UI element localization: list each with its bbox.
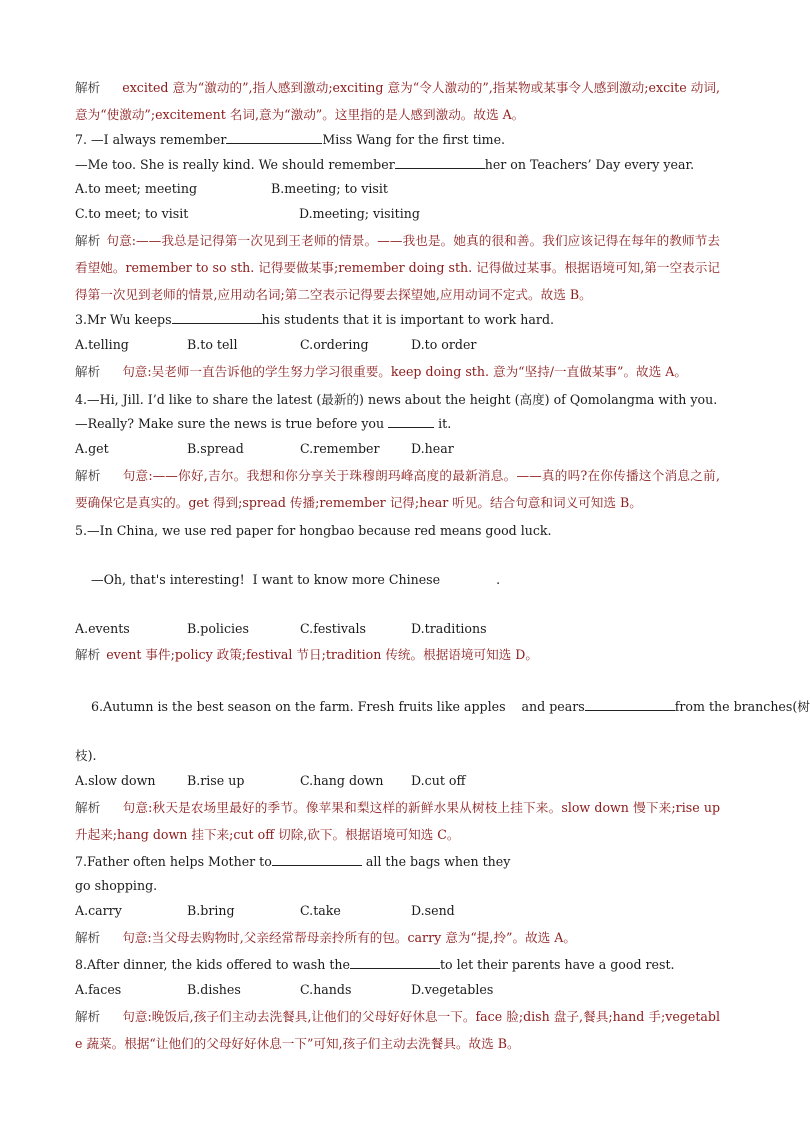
question-text: all the bags when they <box>361 853 511 869</box>
answer-blank[interactable] <box>226 130 322 144</box>
question-text: 4.—Hi, Jill. I’d like to share the latest (最新的) news about the height (高度) of Qomolangma with you. <box>75 391 718 407</box>
question-text: from the branches(树 <box>674 698 810 714</box>
explanation-q6 <box>75 794 720 848</box>
explanation-text: event 事件;policy 政策;festival 节日;tradition 传统。根据语境可知选 D。 <box>106 647 538 663</box>
option-a[interactable]: A.events <box>75 621 130 637</box>
question-text: his students that it is important to work hard. <box>261 312 555 328</box>
question-text: go shopping. <box>75 878 158 894</box>
question-text: 6.Autumn is the best season on the farm. Fresh fruits like apples and pears <box>91 698 585 714</box>
explanation-q7a <box>75 227 720 308</box>
answer-blank[interactable] <box>585 697 675 711</box>
option-b[interactable]: B.bring <box>187 902 235 918</box>
option-a[interactable]: A.get <box>75 440 109 456</box>
options-q6 <box>75 769 720 794</box>
explanation-q4 <box>75 462 720 516</box>
question-text: 8.After dinner, the kids offered to wash the <box>75 956 350 972</box>
explanation-tag: 解析 <box>75 363 101 379</box>
options-q5 <box>75 617 720 642</box>
question-text: Miss Wang for the first time. <box>322 132 506 147</box>
question-7a-line2 <box>75 153 720 178</box>
option-c[interactable]: C.hands <box>300 981 352 997</box>
question-text: —Oh, that's interesting! I want to know more Chinese . <box>91 572 501 588</box>
options-q7a-row2 <box>75 202 720 227</box>
question-text: it. <box>438 416 452 432</box>
answer-blank[interactable] <box>350 955 440 969</box>
explanation-tag: 解析 <box>75 467 101 483</box>
option-b[interactable]: B.to tell <box>187 336 238 352</box>
options-q7a <box>75 177 720 202</box>
question-3-line1 <box>75 308 720 333</box>
question-text: 3.Mr Wu keeps <box>75 312 172 328</box>
explanation-q7b <box>75 924 720 951</box>
question-6-line1 <box>75 670 810 744</box>
option-c[interactable]: C.to meet; to visit <box>75 206 189 222</box>
question-6-line2 <box>75 744 720 769</box>
options-q3 <box>75 333 720 358</box>
explanation-text: 句意:晚饭后,孩子们主动去洗餐具,让他们的父母好好休息一下。face 脸;dish 盘子,餐具;hand 手;vegetable 蔬菜。根据“让他们的父母好好休息一下”可知,孩子们主动去洗餐具。故选 B。 <box>75 1008 721 1051</box>
explanation-tag: 解析 <box>75 799 101 815</box>
option-a[interactable]: A.slow down <box>75 772 156 788</box>
answer-blank[interactable] <box>172 310 262 324</box>
explanation-q3 <box>75 358 720 385</box>
option-d[interactable]: D.cut off <box>411 772 466 788</box>
question-text: 7. —I always remember <box>75 132 227 147</box>
option-b[interactable]: B.rise up <box>187 772 245 788</box>
options-q7b <box>75 899 720 924</box>
option-a[interactable]: A.telling <box>75 336 129 352</box>
explanation-q0 <box>75 74 720 128</box>
option-a[interactable]: A.to meet; meeting <box>75 181 198 197</box>
question-7a-line1 <box>75 128 720 153</box>
question-text: —Me too. She is really kind. We should remember <box>75 156 395 172</box>
question-text: to let their parents have a good rest. <box>439 956 675 972</box>
explanation-text: 句意:——我总是记得第一次见到王老师的情景。——我也是。她真的很和善。我们应该记得在每年的教师节去看望她。remember to so sth. 记得要做某事;remember doing sth. 记得做过某事。根据语境可知,第一空表示记得第一次见到老师的情景,应用动名词;第二空表示记得要去探望她,应用动词不定式。故选 B。 <box>75 233 720 303</box>
option-c[interactable]: C.take <box>300 902 341 918</box>
option-a[interactable]: A.carry <box>75 902 122 918</box>
question-text: —Really? Make sure the news is true before you <box>75 416 385 432</box>
option-d[interactable]: D.vegetables <box>411 981 494 997</box>
option-b[interactable]: B.spread <box>187 440 244 456</box>
option-b[interactable]: B.policies <box>187 621 249 637</box>
explanation-tag: 解析 <box>75 647 101 663</box>
explanation-text: excited 意为“激动的”,指人感到激动;exciting 意为“令人激动的”,指某物或某事令人感到激动;excite 动词,意为“使激动”;excitement 名词,意为“激动”。这里指的是人感到激动。故选 A。 <box>75 80 720 122</box>
question-text: 枝). <box>75 748 97 764</box>
option-d[interactable]: D.send <box>411 902 455 918</box>
explanation-q5 <box>75 642 720 667</box>
option-d[interactable]: D.meeting; visiting <box>299 206 420 222</box>
option-c[interactable]: C.ordering <box>300 336 369 352</box>
answer-blank[interactable] <box>395 155 485 169</box>
explanation-text: 句意:秋天是农场里最好的季节。像苹果和梨这样的新鲜水果从树枝上挂下来。slow down 慢下来;rise up 升起来;hang down 挂下来;cut off 切除,砍下。根据语境可知选 C。 <box>75 799 720 842</box>
option-c[interactable]: C.hang down <box>300 772 384 788</box>
explanation-text: 句意:吴老师一直告诉他的学生努力学习很重要。keep doing sth. 意为“坚持/一直做某事”。故选 A。 <box>122 363 687 379</box>
option-c[interactable]: C.remember <box>300 440 380 456</box>
explanation-tag: 解析 <box>75 1008 101 1024</box>
option-d[interactable]: D.to order <box>411 336 477 352</box>
option-d[interactable]: D.hear <box>411 440 454 456</box>
question-5-line1 <box>75 519 720 544</box>
question-text: 7.Father often helps Mother to <box>75 853 272 869</box>
question-7b-line1 <box>75 850 720 875</box>
option-a[interactable]: A.faces <box>75 981 122 997</box>
answer-blank[interactable] <box>272 852 362 866</box>
explanation-tag: 解析 <box>75 929 101 945</box>
question-7b-line2 <box>75 874 720 899</box>
option-b[interactable]: B.dishes <box>187 981 241 997</box>
explanation-text: 句意:——你好,吉尔。我想和你分享关于珠穆朗玛峰高度的最新消息。——真的吗?在你传播这个消息之前,要确保它是真实的。get 得到;spread 传播;remember 记得;hear 听见。结合句意和词义可知选 B。 <box>75 467 720 510</box>
question-text: 5.—In China, we use red paper for hongbao because red means good luck. <box>75 522 552 538</box>
question-5-line2 <box>75 544 720 618</box>
explanation-q8 <box>75 1003 720 1057</box>
option-b[interactable]: B.meeting; to visit <box>271 181 388 197</box>
options-q8 <box>75 978 720 1003</box>
explanation-tag: 解析 <box>75 80 101 95</box>
question-text: her on Teachers’ Day every year. <box>484 156 695 172</box>
question-4-line2 <box>75 412 720 437</box>
explanation-text: 句意:当父母去购物时,父亲经常帮母亲拎所有的包。carry 意为“提,拎”。故选 A。 <box>122 929 576 945</box>
worksheet-page <box>75 74 810 1057</box>
answer-blank[interactable] <box>388 414 434 428</box>
explanation-tag: 解析 <box>75 233 101 249</box>
options-q4 <box>75 437 720 462</box>
option-d[interactable]: D.traditions <box>411 621 487 637</box>
question-4-line1 <box>75 388 720 413</box>
question-8-line1 <box>75 953 720 978</box>
option-c[interactable]: C.festivals <box>300 621 366 637</box>
